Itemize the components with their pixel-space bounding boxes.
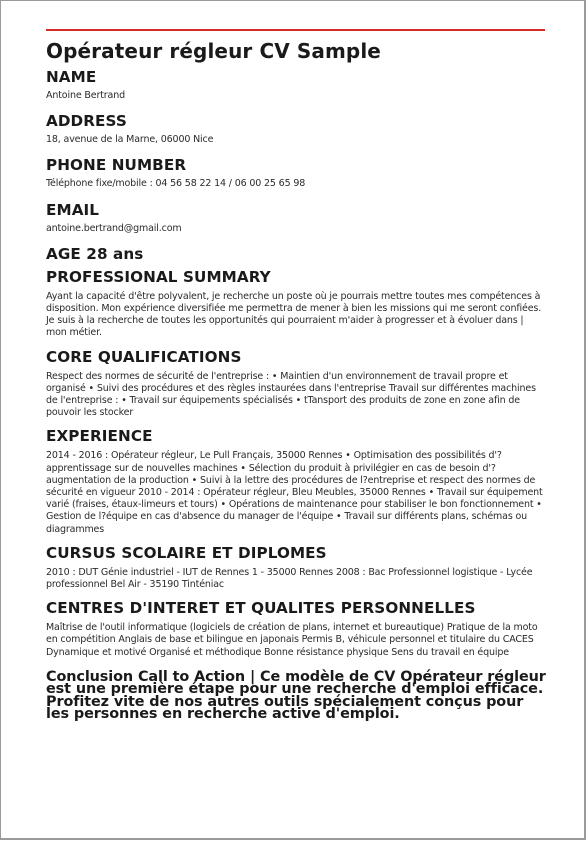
experience-heading: EXPERIENCE: [46, 427, 153, 446]
summary-text: Ayant la capacité d'être polyvalent, je recherche un poste où je pourrais mettre toutes mes compétences à disposition. Mon expérience diversifiée me permettra de mener à bien les missions qui me seront confiées. Je suis à la recherche de toutes les opportunités qui pourraient m'aider à progresser et à évoluer dans | mon métier.: [46, 290, 542, 339]
education-heading: CURSUS SCOLAIRE ET DIPLOMES: [46, 543, 327, 562]
qualifications-heading: CORE QUALIFICATIONS: [46, 347, 242, 366]
phone-value: Téléphone fixe/mobile : 04 56 58 22 14 / 06 00 25 65 98: [46, 178, 306, 190]
interests-text: Maîtrise de l'outil informatique (logiciels de création de plans, internet et bureautique) Pratique de la moto en compétition Anglais de base et bilingue en japonais Permis B, véhicule personnel et titulaire du CACES Dynamique et motivé Organisé et méthodique Bonne résistance physique Sens du travail en équipe: [46, 622, 538, 658]
phone-heading: PHONE NUMBER: [46, 156, 187, 175]
email-heading: EMAIL: [46, 200, 100, 219]
summary-heading: PROFESSIONAL SUMMARY: [46, 267, 271, 286]
cv-content: [46, 39, 546, 721]
interests-heading: CENTRES D'INTERET ET QUALITES PERSONNELLES: [46, 599, 476, 618]
age-heading: AGE 28 ans: [46, 244, 144, 263]
page-title: Opérateur régleur CV Sample: [46, 39, 381, 63]
conclusion-text: Conclusion Call to Action | Ce modèle de CV Opérateur régleur est une première étape pour une recherche d'emploi efficace. Profitez vite de nos autres outils spécialement conçus pour les personnes en recherche active d'emploi.: [46, 668, 546, 723]
address-heading: ADDRESS: [46, 112, 127, 131]
name-value: Antoine Bertrand: [46, 90, 125, 101]
name-heading: NAME: [46, 68, 97, 86]
experience-text: 2014 - 2016 : Opérateur régleur, Le Pull Français, 35000 Rennes • Optimisation des possibilités d'?apprentissage sur de nouvelles machines • Sélection du produit à privilégier en cas de besoin d'?augmentation de la production • Suivi à la lettre des procédures de l?entreprise et respect des normes de sécurité en vigueur 2010 - 2014 : Opérateur régleur, Bleu Meubles, 35000 Rennes • Travail sur équipement varié (fraises, étaux-limeurs et tours) • Opérations de maintenance pour stabiliser le bon fonctionnement • Gestion de l?équipe en cas d'absence du manager de l'équipe • Travail sur différents plans, schémas ou diagrammes: [46, 450, 543, 535]
email-value: antoine.bertrand@gmail.com: [46, 222, 182, 234]
top-accent-line: [46, 29, 545, 31]
qualifications-text: Respect des normes de sécurité de l'entreprise : • Maintien d'un environnement de travail propre et organisé • Suivi des procédures et des règles instaurées dans l'entreprise Travail sur différentes machines de l'entreprise : • Travail sur équipements spécialisés • tTansport des produits de zone en zone afin de pouvoir les stocker: [46, 370, 536, 419]
education-text: 2010 : DUT Génie industriel - IUT de Rennes 1 - 35000 Rennes 2008 : Bac Professionnel logistique - Lycée professionnel Bel Air - 35190 Tinténiac: [46, 566, 533, 591]
address-value: 18, avenue de la Marne, 06000 Nice: [46, 134, 214, 146]
